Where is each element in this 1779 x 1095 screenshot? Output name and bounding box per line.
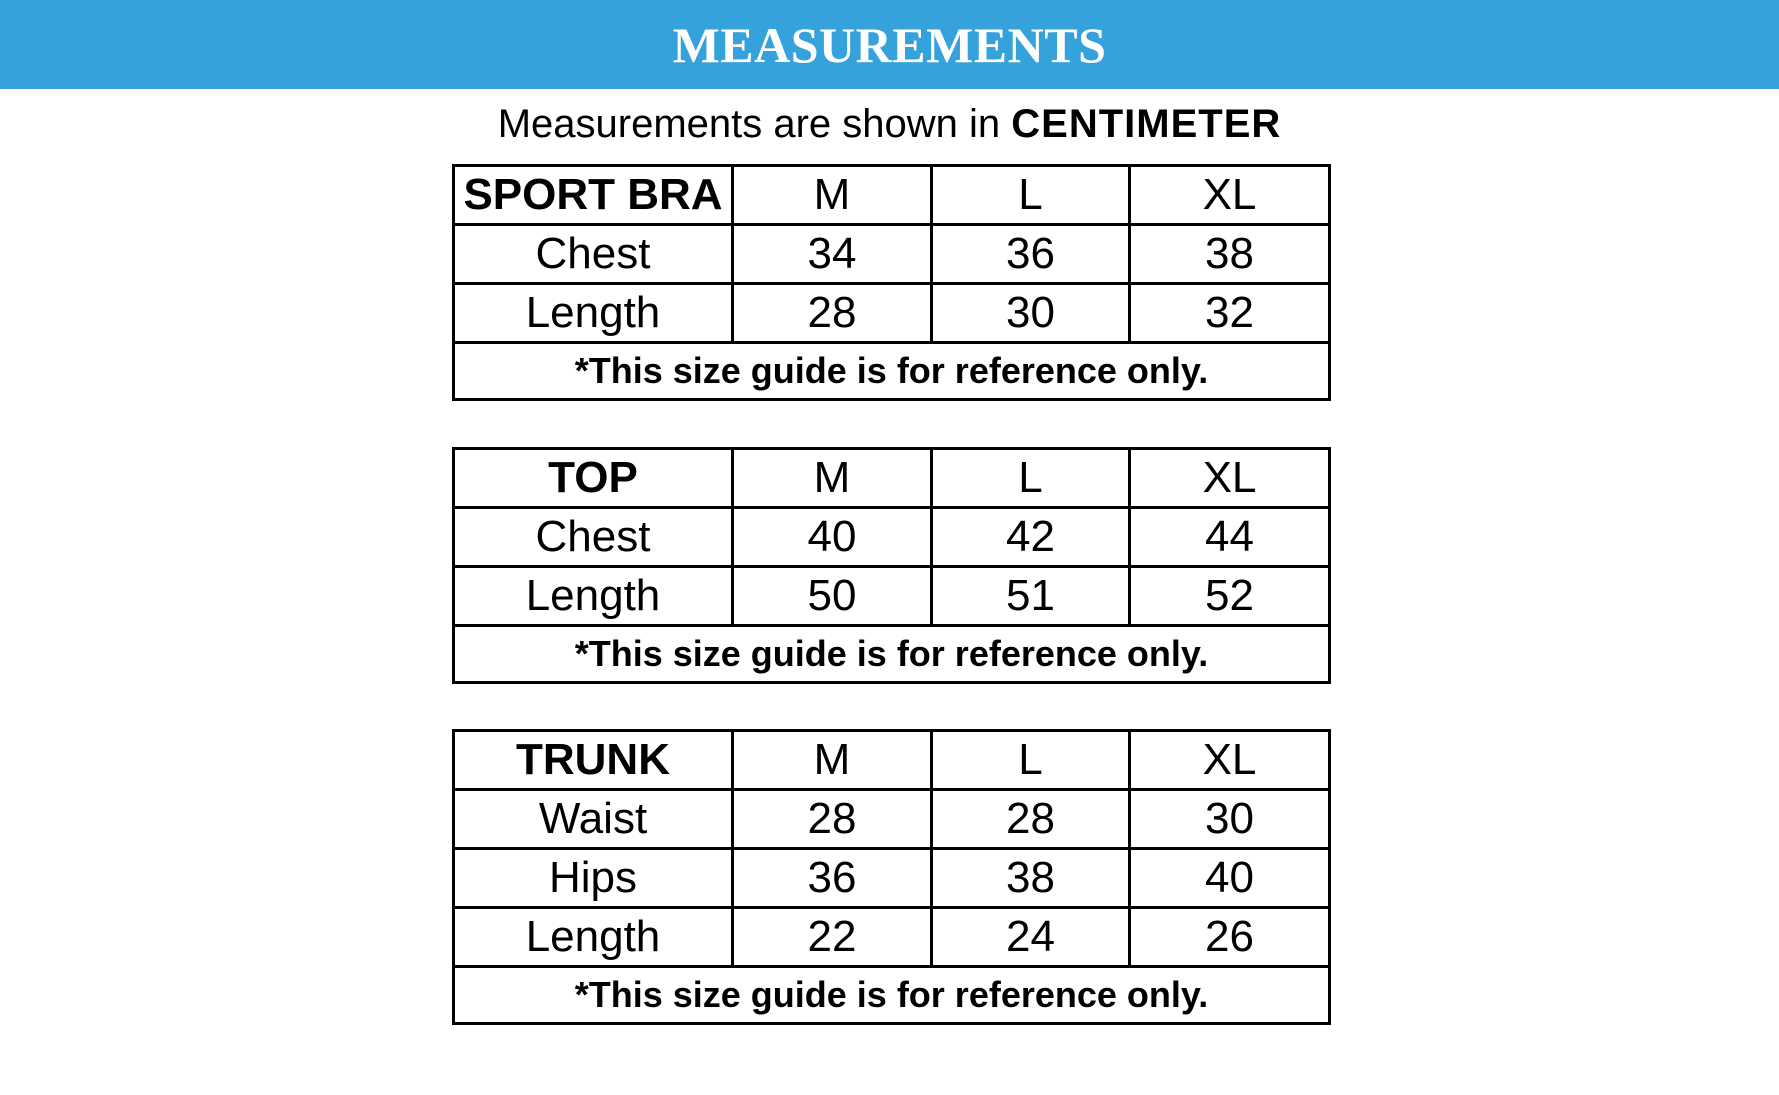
table-row (454, 284, 1330, 343)
size-header: L (932, 731, 1130, 790)
table-header-row (454, 449, 1330, 508)
measure-label: Length (454, 284, 733, 343)
size-header: XL (1130, 731, 1330, 790)
trunk-size-table (452, 729, 1331, 1025)
measure-value: 50 (733, 567, 932, 626)
measure-label: Chest (454, 225, 733, 284)
table-title: SPORT BRA (454, 166, 733, 225)
measure-value: 40 (733, 508, 932, 567)
table-row (454, 908, 1330, 967)
measure-label: Hips (454, 849, 733, 908)
measure-value: 30 (1130, 790, 1330, 849)
size-header: M (733, 166, 932, 225)
size-header: L (932, 449, 1130, 508)
measure-value: 26 (1130, 908, 1330, 967)
size-header: XL (1130, 449, 1330, 508)
table-header-row (454, 166, 1330, 225)
measure-value: 34 (733, 225, 932, 284)
measure-value: 52 (1130, 567, 1330, 626)
sport-bra-size-table (452, 164, 1331, 401)
reference-note: *This size guide is for reference only. (454, 343, 1330, 400)
measure-value: 28 (733, 790, 932, 849)
reference-note: *This size guide is for reference only. (454, 967, 1330, 1024)
size-header: M (733, 731, 932, 790)
table-row (454, 567, 1330, 626)
measure-value: 51 (932, 567, 1130, 626)
size-header: M (733, 449, 932, 508)
table-note-row (454, 343, 1330, 400)
measure-value: 38 (932, 849, 1130, 908)
table-note-row (454, 626, 1330, 683)
measure-value: 42 (932, 508, 1130, 567)
measure-value: 36 (733, 849, 932, 908)
measure-label: Length (454, 908, 733, 967)
unit-label: CENTIMETER (1011, 102, 1282, 146)
measure-value: 40 (1130, 849, 1330, 908)
measure-value: 38 (1130, 225, 1330, 284)
table-note-row (454, 967, 1330, 1024)
measure-label: Waist (454, 790, 733, 849)
table-header-row (454, 731, 1330, 790)
measure-value: 24 (932, 908, 1130, 967)
title-banner (0, 0, 1779, 89)
table-title: TOP (454, 449, 733, 508)
page-title: MEASUREMENTS (672, 16, 1107, 73)
measure-value: 28 (932, 790, 1130, 849)
size-header: L (932, 166, 1130, 225)
measure-value: 44 (1130, 508, 1330, 567)
measure-value: 22 (733, 908, 932, 967)
measure-value: 28 (733, 284, 932, 343)
reference-note: *This size guide is for reference only. (454, 626, 1330, 683)
table-title: TRUNK (454, 731, 733, 790)
unit-note (0, 96, 1779, 152)
size-header: XL (1130, 166, 1330, 225)
measure-label: Length (454, 567, 733, 626)
measure-value: 32 (1130, 284, 1330, 343)
table-row (454, 790, 1330, 849)
table-row (454, 849, 1330, 908)
measure-value: 36 (932, 225, 1130, 284)
measure-value: 30 (932, 284, 1130, 343)
unit-note-text: Measurements are shown in (497, 102, 1001, 146)
table-row (454, 508, 1330, 567)
measure-label: Chest (454, 508, 733, 567)
top-size-table (452, 447, 1331, 684)
table-row (454, 225, 1330, 284)
